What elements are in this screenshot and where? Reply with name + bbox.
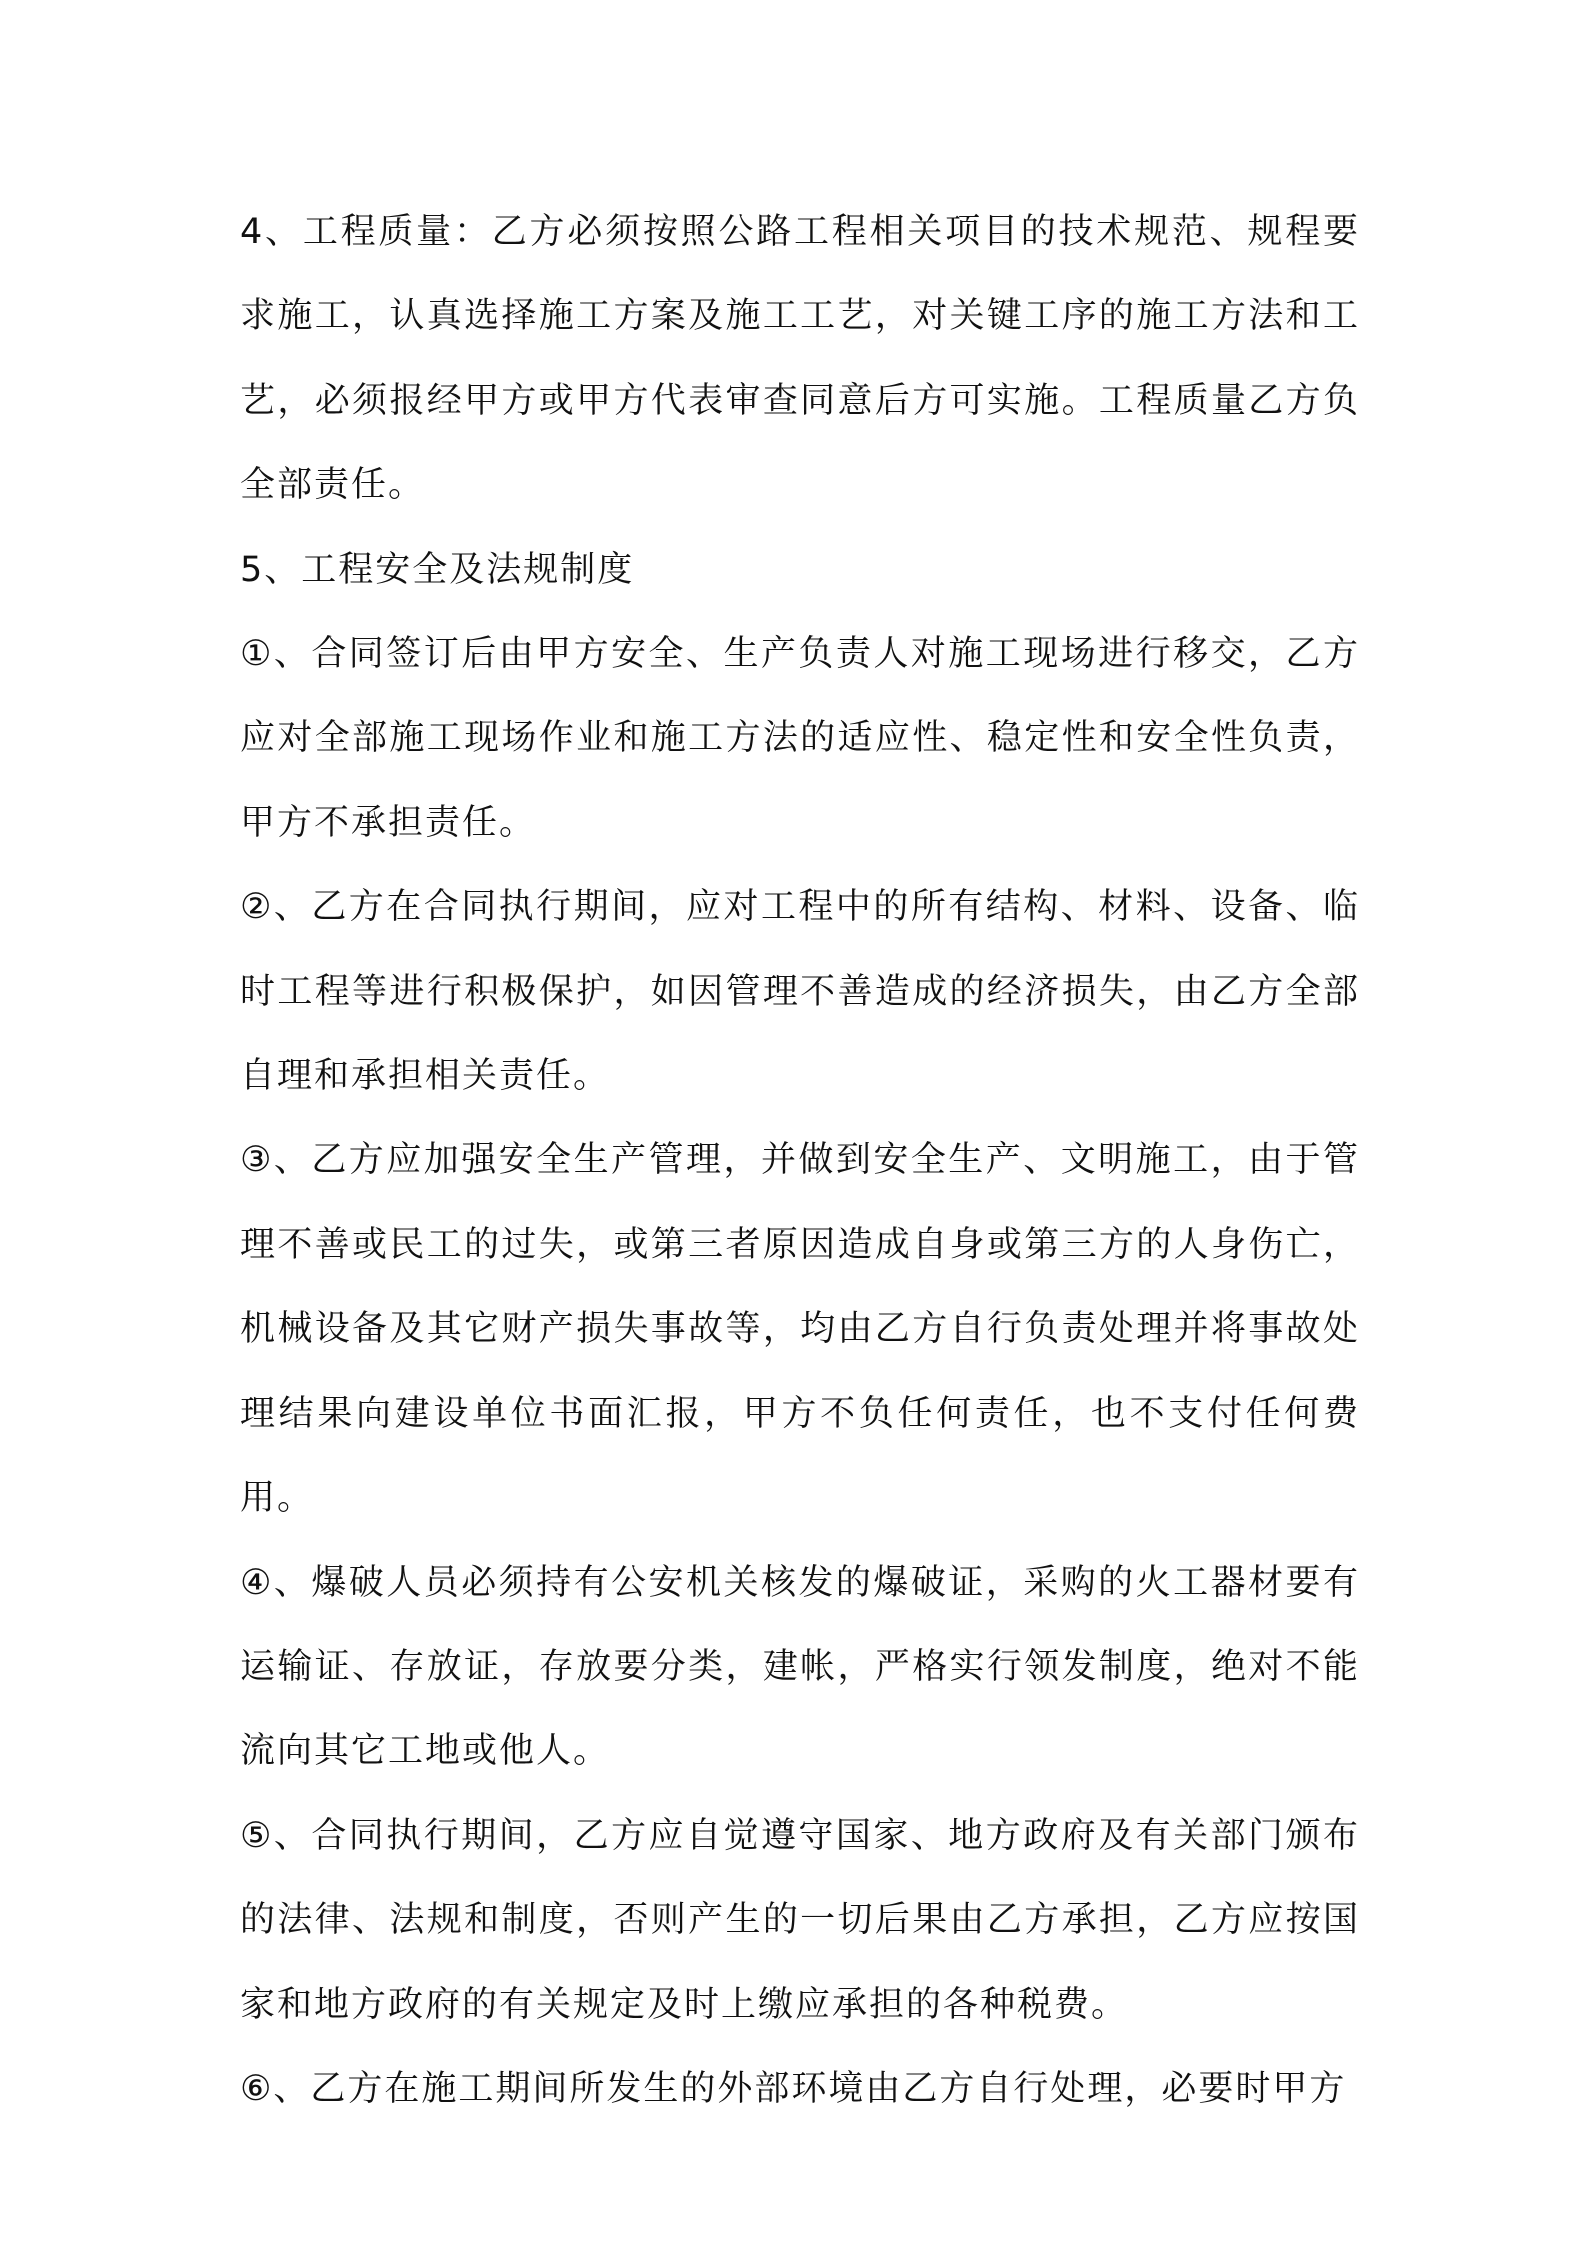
clause-4-blasting: ④、爆破人员必须持有公安机关核发的爆破证，采购的火工器材要有运输证、存放证，存放要分类，建帐，严格实行领发制度，绝对不能流向其它工地或他人。 (240, 1562, 1360, 1772)
clause-6-external-environment: ⑥、乙方在施工期间所发生的外部环境由乙方自行处理，必要时甲方 (240, 2068, 1347, 2109)
clause-1-site-handover: ①、合同签订后由甲方安全、生产负责人对施工现场进行移交，乙方应对全部施工现场作业和施工方法的适应性、稳定性和安全性负责，甲方不承担责任。 (240, 634, 1360, 843)
clause-3-safety-management: ③、乙方应加强安全生产管理，并做到安全生产、文明施工，由于管理不善或民工的过失，或第三者原因造成自身或第三方的人身伤亡，机械设备及其它财产损失事故等，均由乙方自行负责处理并将事故处理结果向建设单位书面汇报，甲方不负任何责任，也不支付任何费用。 (240, 1140, 1360, 1519)
paragraph-engineering-quality: 4、工程质量：乙方必须按照公路工程相关项目的技术规范、规程要求施工，认真选择施工方案及施工工艺，对关键工序的施工方法和工艺，必须报经甲方或甲方代表审查同意后方可实施。工程质量乙方负全部责任。 (240, 212, 1360, 506)
clause-2-protection: ②、乙方在合同执行期间，应对工程中的所有结构、材料、设备、临时工程等进行积极保护，如因管理不善造成的经济损失，由乙方全部自理和承担相关责任。 (240, 887, 1360, 1097)
document-body (240, 190, 1360, 2131)
section-heading-safety-regulations: 5、工程安全及法规制度 (240, 549, 635, 590)
clause-5-laws-taxes: ⑤、合同执行期间，乙方应自觉遵守国家、地方政府及有关部门颁布的法律、法规和制度，否则产生的一切后果由乙方承担，乙方应按国家和地方政府的有关规定及时上缴应承担的各种税费。 (240, 1815, 1360, 2025)
